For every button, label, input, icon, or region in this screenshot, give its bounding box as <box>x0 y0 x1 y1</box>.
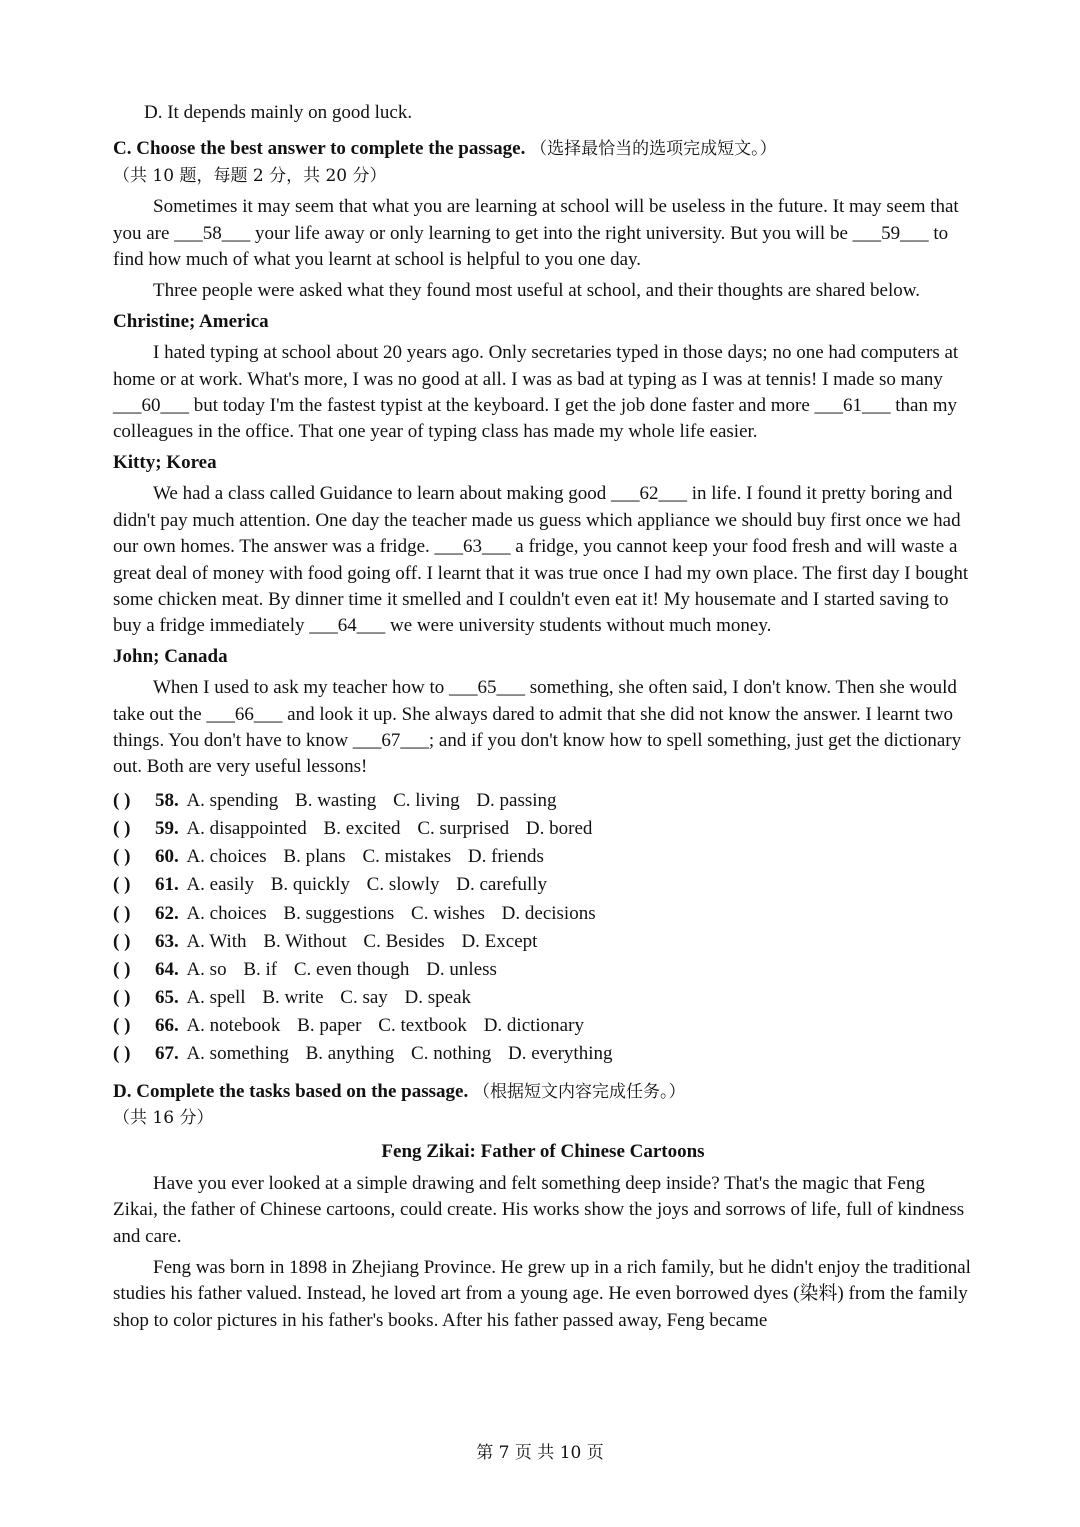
option-a: A. choices <box>186 902 267 924</box>
option-a: A. spending <box>186 789 279 811</box>
option-c: C. surprised <box>417 817 510 839</box>
person-text-christine: I hated typing at school about 20 years ago. Only secretaries typed in those days; no one had computers at home or at work. What's more, I was no good at all. I was as bad at typing as I was at tennis! I made so many ___60___ but today I'm the fastest typist at the keyboard. I get the job done faster and more ___61___ than my colleagues in the office. That one year of typing class has made my whole life easier. <box>113 342 959 443</box>
option-c: C. slowly <box>366 874 440 896</box>
question-row <box>113 843 973 871</box>
option-c: C. even though <box>293 958 410 980</box>
option-b: B. excited <box>323 817 401 839</box>
question-number: 63. <box>155 930 179 952</box>
question-number: 65. <box>155 987 179 1009</box>
answer-blank[interactable]: ( ) <box>113 817 131 839</box>
option-c: C. nothing <box>411 1043 492 1065</box>
person-name-kitty: Kitty; Korea <box>113 451 217 473</box>
option-b: B. write <box>262 987 324 1009</box>
option-d: D. Except <box>461 930 538 952</box>
option-c: C. Besides <box>363 930 445 952</box>
option-a: A. notebook <box>186 1015 281 1037</box>
option-a: A. choices <box>186 846 267 868</box>
option-b: B. suggestions <box>283 902 395 924</box>
question-number: 58. <box>155 789 179 811</box>
person-name-christine: Christine; America <box>113 310 269 332</box>
option-a: A. easily <box>186 874 254 896</box>
answer-blank[interactable]: ( ) <box>113 930 131 952</box>
section-c-title: C. Choose the best answer to complete the passage. <box>113 138 526 160</box>
article-title: Feng Zikai: Father of Chinese Cartoons <box>381 1141 705 1163</box>
option-a: A. so <box>186 958 227 980</box>
section-d-heading <box>113 1079 973 1105</box>
question-row <box>113 984 973 1012</box>
section-c-heading <box>113 136 973 162</box>
question-list <box>113 787 973 1069</box>
answer-blank[interactable]: ( ) <box>113 987 131 1009</box>
intro-paragraph-2: Three people were asked what they found most useful at school, and their thoughts are shared below. <box>153 280 920 302</box>
option-c: C. say <box>340 987 388 1009</box>
option-b: B. Without <box>263 930 347 952</box>
exam-page <box>113 100 973 1334</box>
question-number: 67. <box>155 1043 179 1065</box>
answer-blank[interactable]: ( ) <box>113 874 131 896</box>
option-b: B. wasting <box>295 789 377 811</box>
option-d: D. speak <box>404 987 472 1009</box>
person-text-kitty: We had a class called Guidance to learn about making good ___62___ in life. I found it pretty boring and didn't pay much attention. One day the teacher made us guess which appliance we should buy first once we had our own homes. The answer was a fridge. ___63___ a fridge, you cannot keep your food fresh and will waste a great deal of money with food going off. I learnt that it was true once I had my own place. The first day I bought some chicken meat. By dinner time it smelled and I couldn't even eat it! My housemate and I started saving to buy a fridge immediately ___64___ we were university students without much money. <box>113 483 969 637</box>
page-number-footer: 第 7 页 共 10 页 <box>476 1443 604 1463</box>
previous-question-option-d: D. It depends mainly on good luck. <box>144 102 413 123</box>
question-number: 59. <box>155 817 179 839</box>
answer-blank[interactable]: ( ) <box>113 1015 131 1037</box>
section-d-title-cn: （根据短文内容完成任务。） <box>472 1081 686 1102</box>
answer-blank[interactable]: ( ) <box>113 1043 131 1065</box>
option-d: D. dictionary <box>483 1015 584 1037</box>
question-row <box>113 900 973 928</box>
intro-paragraph-1: Sometimes it may seem that what you are learning at school will be useless in the future. It may seem that you are ___58___ your life away or only learning to get into the right university. But you will be ___59___ to find how much of what you learnt at school is helpful to you one day. <box>113 196 959 271</box>
option-b: B. quickly <box>270 874 350 896</box>
answer-blank[interactable]: ( ) <box>113 846 131 868</box>
option-b: B. anything <box>305 1043 395 1065</box>
question-row <box>113 871 973 899</box>
option-d: D. passing <box>476 789 557 811</box>
option-d: D. carefully <box>456 874 548 896</box>
question-number: 64. <box>155 958 179 980</box>
section-d-score-note: （共 16 分） <box>113 1108 214 1129</box>
option-b: B. paper <box>297 1015 362 1037</box>
section-d-title: D. Complete the tasks based on the passage. <box>113 1080 469 1102</box>
person-name-john: John; Canada <box>113 645 228 667</box>
question-row <box>113 1012 973 1040</box>
option-a: A. spell <box>186 987 246 1009</box>
person-text-john: When I used to ask my teacher how to ___65___ something, she often said, I don't know. Then she would take out the ___66___ and look it up. She always dared to admit that she did not know the answer. I learnt two things. You don't have to know ___67___; and if you don't know how to spell something, just get the dictionary out. Both are very useful lessons! <box>113 677 962 778</box>
option-b: B. if <box>243 958 278 980</box>
option-d: D. decisions <box>501 902 596 924</box>
question-number: 66. <box>155 1015 179 1037</box>
article-paragraph-2: Feng was born in 1898 in Zhejiang Province. He grew up in a rich family, but he didn't enjoy the traditional studies his father valued. Instead, he loved art from a young age. He even borrowed dyes (染料) from the family shop to color pictures in his father's books. After his father passed away, Feng became <box>113 1257 971 1331</box>
question-row <box>113 815 973 843</box>
option-a: A. something <box>186 1043 289 1065</box>
option-a: A. disappointed <box>186 817 307 839</box>
question-number: 60. <box>155 846 179 868</box>
option-c: C. wishes <box>411 902 485 924</box>
article-paragraph-1: Have you ever looked at a simple drawing and felt something deep inside? That's the magic that Feng Zikai, the father of Chinese cartoons, could create. His works show the joys and sorrows of life, full of kindness and care. <box>113 1172 965 1247</box>
question-number: 61. <box>155 874 179 896</box>
option-d: D. friends <box>467 846 544 868</box>
option-c: C. living <box>393 789 460 811</box>
question-number: 62. <box>155 902 179 924</box>
option-a: A. With <box>186 930 247 952</box>
option-d: D. bored <box>525 817 593 839</box>
answer-blank[interactable]: ( ) <box>113 958 131 980</box>
option-d: D. unless <box>426 958 497 980</box>
option-b: B. plans <box>283 846 346 868</box>
question-row <box>113 928 973 956</box>
answer-blank[interactable]: ( ) <box>113 789 131 811</box>
option-c: C. textbook <box>378 1015 467 1037</box>
section-c-score-note: （共 10 题，每题 2 分，共 20 分） <box>113 165 387 186</box>
option-d: D. everything <box>508 1043 613 1065</box>
section-c-title-cn: （选择最恰当的选项完成短文。） <box>530 139 777 160</box>
question-row <box>113 1040 973 1068</box>
question-row <box>113 787 973 815</box>
question-row <box>113 956 973 984</box>
option-c: C. mistakes <box>362 846 452 868</box>
answer-blank[interactable]: ( ) <box>113 902 131 924</box>
